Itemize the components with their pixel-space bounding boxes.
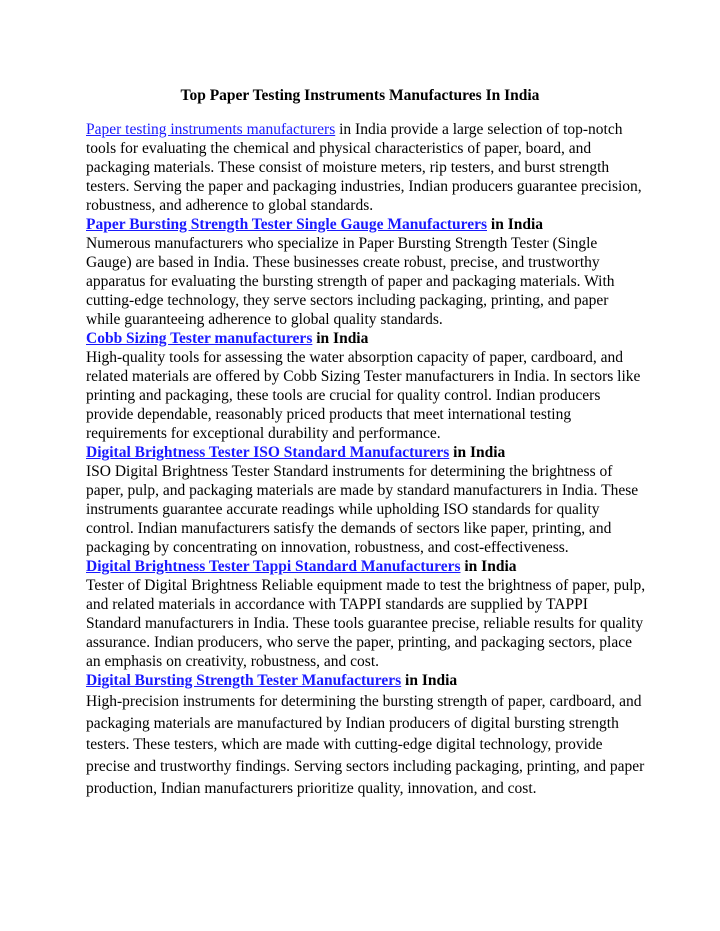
intro-paragraph [86, 120, 646, 215]
section-body: Numerous manufacturers who specialize in Paper Bursting Strength Tester (Single Gauge) are based in India. These businesses create robust, precise, and trustworthy apparatus for evaluating the bursting strength of paper and packaging materials. With cutting-edge technology, they serve sectors including packaging, printing, and paper while guaranteeing adherence to global quality standards. [86, 235, 615, 328]
section-link[interactable]: Digital Bursting Strength Tester Manufacturers [86, 672, 402, 689]
section-heading [86, 443, 646, 462]
section-heading [86, 215, 646, 234]
section-link[interactable]: Paper Bursting Strength Tester Single Gauge Manufacturers [86, 216, 488, 233]
section-heading-suffix: in India [312, 330, 369, 347]
section-heading-suffix: in India [487, 216, 544, 233]
section-heading [86, 557, 646, 576]
document-body [86, 120, 646, 800]
section-body: Tester of Digital Brightness Reliable equipment made to test the brightness of paper, pulp, and related materials in accordance with TAPPI standards are supplied by TAPPI Standard manufacturers in India. These tools guarantee precise, reliable results for quality assurance. Indian producers, who serve the paper, printing, and packaging sectors, place an emphasis on creativity, robustness, and cost. [86, 577, 646, 670]
page-title: Top Paper Testing Instruments Manufactures In India [180, 87, 540, 104]
section-heading [86, 329, 646, 348]
section-link[interactable]: Digital Brightness Tester Tappi Standard Manufacturers [86, 558, 461, 575]
section-body: High-quality tools for assessing the water absorption capacity of paper, cardboard, and related materials are offered by Cobb Sizing Tester manufacturers in India. In sectors like printing and packaging, these tools are crucial for quality control. Indian producers provide dependable, reasonably priced products that meet international testing requirements for exceptional durability and performance. [86, 349, 641, 442]
section-link[interactable]: Cobb Sizing Tester manufacturers [86, 330, 313, 347]
section-heading-suffix: in India [460, 558, 517, 575]
section-link[interactable]: Digital Brightness Tester ISO Standard Manufacturers [86, 444, 450, 461]
section-heading [86, 671, 646, 690]
section-body: ISO Digital Brightness Tester Standard instruments for determining the brightness of paper, pulp, and packaging materials are made by standard manufacturers in India. These instruments guarantee accurate readings while upholding ISO standards for quality control. Indian manufacturers satisfy the demands of sectors like paper, printing, and packaging by concentrating on innovation, robustness, and cost-effectiveness. [86, 463, 639, 556]
intro-text: in India provide a large selection of top-notch tools for evaluating the chemical and physical characteristics of paper, board, and packaging materials. These consist of moisture meters, rip testers, and burst strength testers. Serving the paper and packaging industries, Indian producers guarantee precision, robustness, and adherence to global standards. [86, 121, 642, 214]
section-heading-suffix: in India [401, 672, 458, 689]
section-heading-suffix: in India [449, 444, 506, 461]
intro-link[interactable]: Paper testing instruments manufacturers [86, 121, 336, 138]
section-body: High-precision instruments for determining the bursting strength of paper, cardboard, and packaging materials are manufactured by Indian producers of digital bursting strength testers. These testers, which are made with cutting-edge digital technology, provide precise and trustworthy findings. Serving sectors including packaging, printing, and paper production, Indian manufacturers prioritize quality, innovation, and cost. [86, 693, 645, 797]
